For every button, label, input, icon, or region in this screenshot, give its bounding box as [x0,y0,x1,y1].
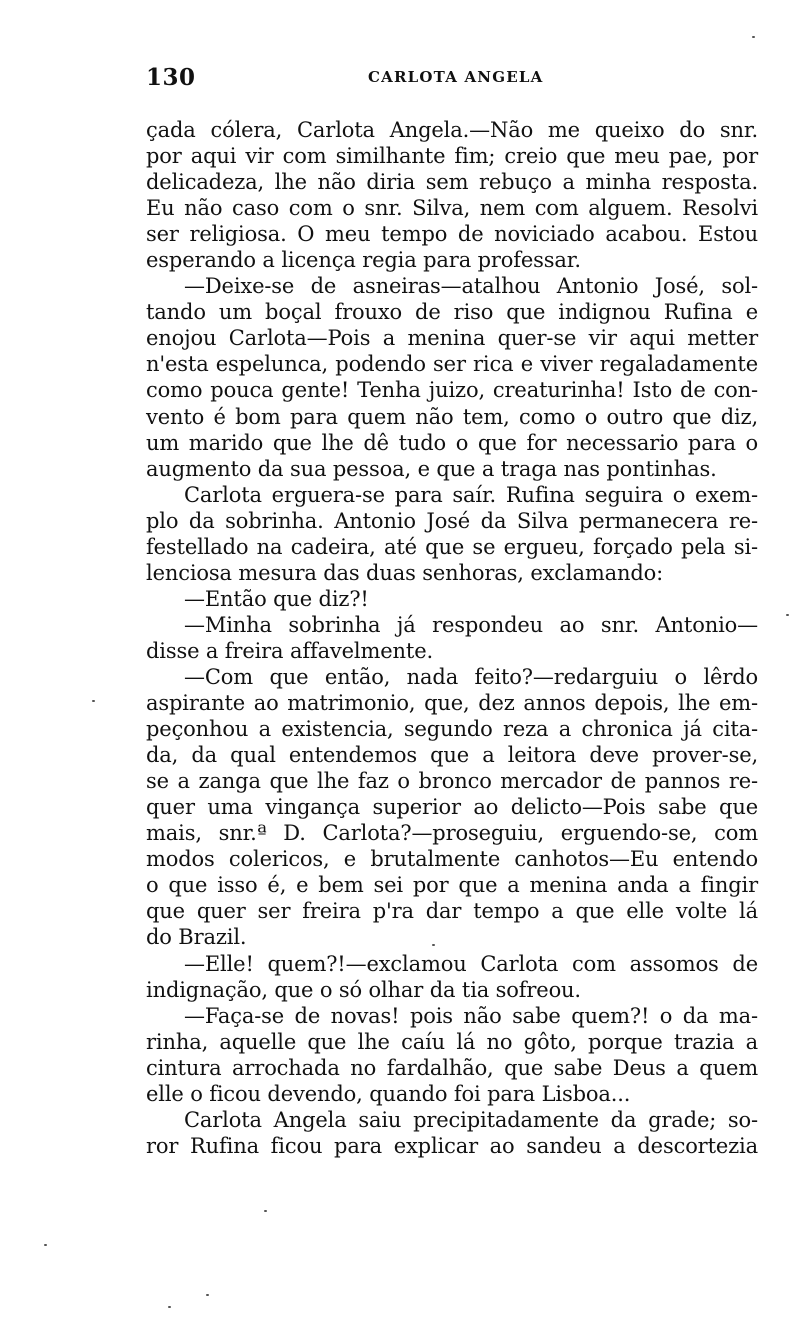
text-line: ser religiosa. O meu tempo de noviciado acabou. Estou [146,222,758,247]
text-line: Eu não caso com o snr. Silva, nem com alguem. Resolvi [146,196,758,221]
print-speck [786,614,789,616]
text-line: elle o ficou devendo, quando foi para Lisboa... [146,1081,631,1106]
text-line: —Com que então, nada feito?—redarguiu o lêrdo [184,664,758,689]
running-head: CARLOTA ANGELA [368,68,544,86]
text-line: o que isso é, e bem sei por que a menina anda a fingir [146,873,758,898]
print-speck [168,1306,171,1308]
print-speck [44,1244,47,1246]
text-line: como pouca gente! Tenha juizo, creaturinha! Isto de con- [146,378,758,403]
text-line: da, da qual entendemos que a leitora deve prover-se, [146,743,758,768]
text-line: peçonhou a existencia, segundo reza a chronica já cita- [146,717,758,742]
text-line: n'esta espelunca, podendo ser rica e viver regaladamente [146,352,758,377]
text-line: lenciosa mesura das duas senhoras, exclamando: [146,560,664,585]
text-line: Carlota Angela saiu precipitadamente da grade; so- [184,1107,758,1132]
text-line: tando um boçal frouxo de riso que indignou Rufina e [146,300,758,325]
print-speck [752,36,755,38]
text-line: —Minha sobrinha já respondeu ao snr. Antonio— [184,612,758,637]
text-line: esperando a licença regia para professar. [146,248,581,273]
body-text [146,117,758,1159]
print-speck [92,700,95,702]
text-line: se a zanga que lhe faz o bronco mercador de pannos re- [146,769,758,794]
text-line: modos colericos, e brutalmente canhotos—Eu entendo [146,847,758,872]
page-header [146,64,756,98]
print-speck [432,944,435,946]
text-line: rinha, aquelle que lhe caíu lá no gôto, porque trazia a [146,1029,758,1054]
text-line: do Brazil. [146,925,247,950]
text-line: disse a freira affavelmente. [146,638,434,663]
text-line: quer uma vingança superior ao delicto—Pois sabe que [146,795,758,820]
text-line: —Então que diz?! [184,586,369,611]
page-number: 130 [146,64,196,91]
text-line: vento é bom para quem não tem, como o outro que diz, [146,404,758,429]
text-line: enojou Carlota—Pois a menina quer-se vir aqui metter [146,326,758,351]
text-line: mais, snr.ª D. Carlota?—proseguiu, erguendo-se, com [146,821,758,846]
text-line: indignação, que o só olhar da tia sofreou. [146,977,581,1002]
text-line: —Deixe-se de asneiras—atalhou Antonio José, sol- [184,274,758,299]
text-line: que quer ser freira p'ra dar tempo a que elle volte lá [146,899,758,924]
text-line: —Faça-se de novas! pois não sabe quem?! o da ma- [184,1003,758,1028]
text-line: ror Rufina ficou para explicar ao sandeu a descortezia [146,1133,758,1158]
text-line: çada cólera, Carlota Angela.—Não me queixo do snr. [146,118,758,142]
text-line: augmento da sua pessoa, e que a traga nas pontinhas. [146,456,717,481]
text-line: plo da sobrinha. Antonio José da Silva permanecera re- [146,508,758,533]
text-line: por aqui vir com similhante fim; creio que meu pae, por [146,144,758,169]
text-line: festellado na cadeira, até que se ergueu, forçado pela si- [146,534,758,559]
print-speck [264,1210,267,1212]
text-line: aspirante ao matrimonio, que, dez annos depois, lhe em- [146,691,758,716]
text-line: delicadeza, lhe não diria sem rebuço a minha resposta. [146,170,758,195]
text-line: cintura arrochada no fardalhão, que sabe Deus a quem [146,1055,758,1080]
text-line: um marido que lhe dê tudo o que for necessario para o [146,430,758,455]
print-speck [206,1294,209,1296]
text-line: —Elle! quem?!—exclamou Carlota com assomos de [184,951,758,976]
text-line: Carlota erguera-se para saír. Rufina seguira o exem- [184,482,758,507]
